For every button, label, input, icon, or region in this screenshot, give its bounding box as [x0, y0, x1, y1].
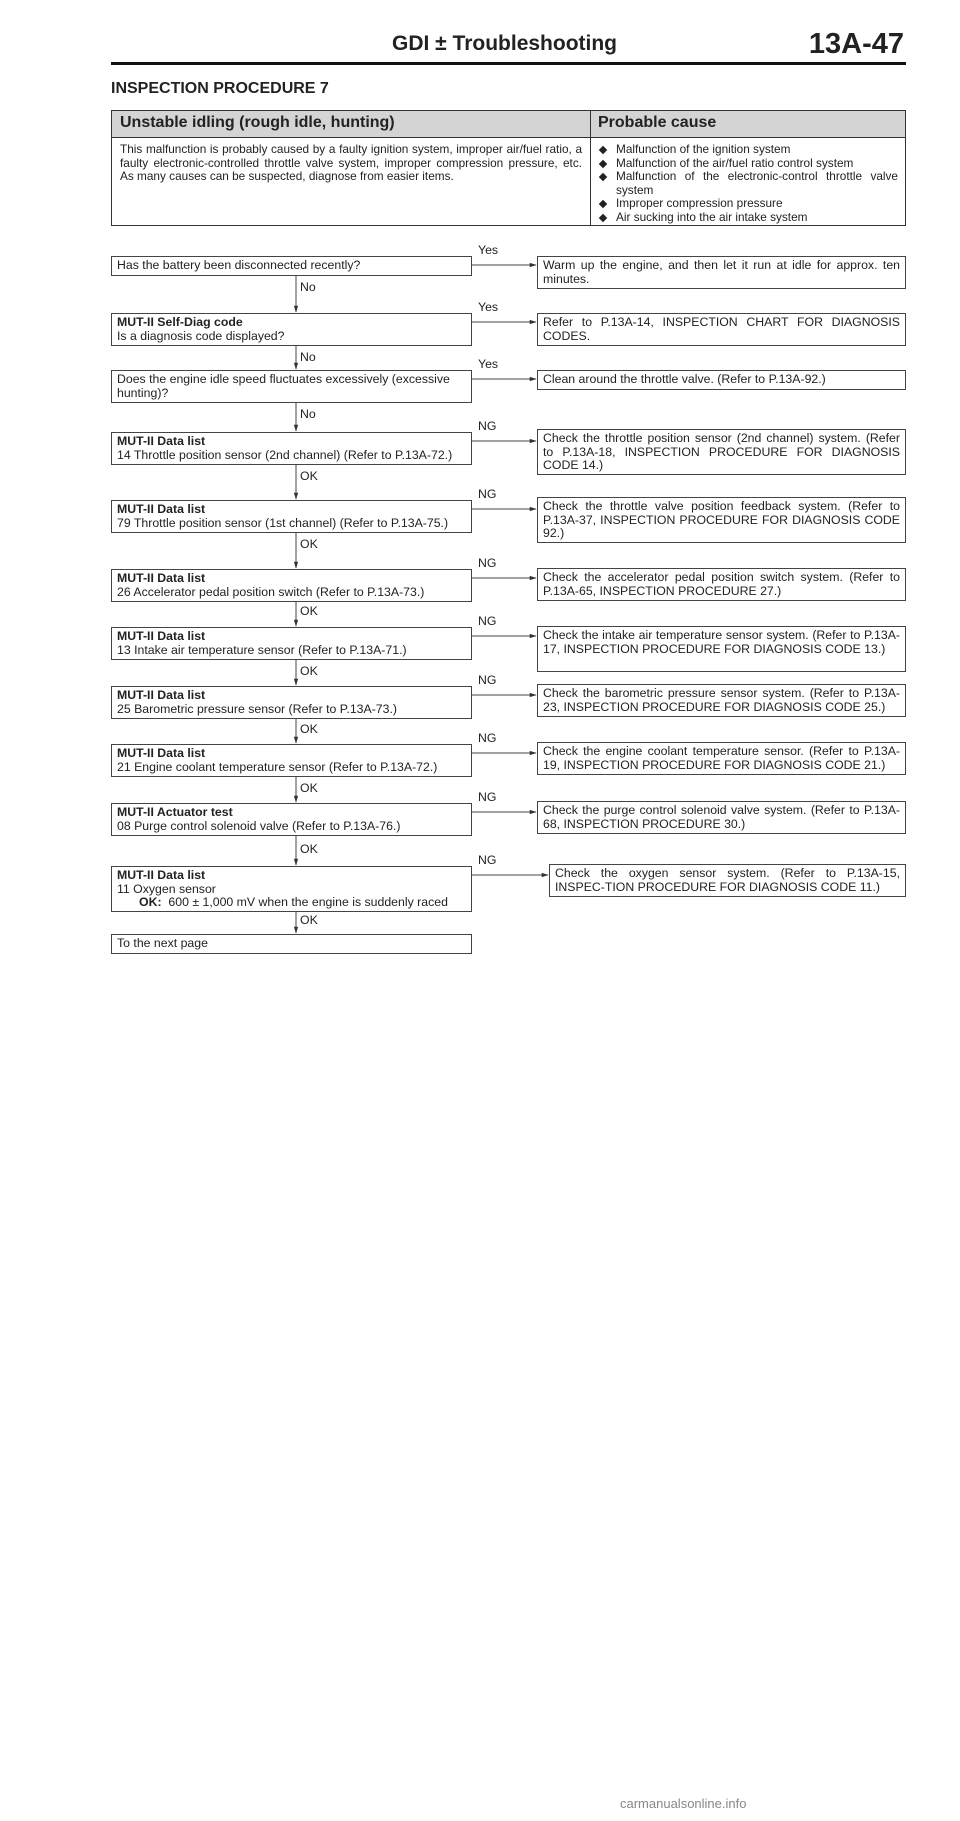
- step-accel-pedal: MUT-II Data list 26 Accelerator pedal position switch (Refer to P.13A-73.): [111, 569, 472, 602]
- probable-cause-heading: Probable cause: [598, 114, 717, 131]
- down-label-ok: OK: [300, 722, 318, 736]
- step-tps-1st: MUT-II Data list 79 Throttle position sensor (1st channel) (Refer to P.13A-75.): [111, 500, 472, 533]
- step-barometric: MUT-II Data list 25 Barometric pressure sensor (Refer to P.13A-73.): [111, 686, 472, 719]
- cause-item: Malfunction of the electronic-control throttle valve system: [598, 170, 898, 197]
- cause-item: Malfunction of the ignition system: [598, 143, 898, 157]
- step-coolant-temp: MUT-II Data list 21 Engine coolant temperature sensor (Refer to P.13A-72.): [111, 744, 472, 777]
- down-label-ok: OK: [300, 781, 318, 795]
- page-number: 13A-47: [808, 28, 904, 60]
- step-battery-question: Has the battery been disconnected recently?: [111, 256, 472, 276]
- down-label-ok: OK: [300, 604, 318, 618]
- down-label-no: No: [300, 407, 316, 421]
- down-label-ok: OK: [300, 537, 318, 551]
- down-label-no: No: [300, 280, 316, 294]
- step-intake-air-temp: MUT-II Data list 13 Intake air temperature sensor (Refer to P.13A-71.): [111, 627, 472, 660]
- cause-item: Malfunction of the air/fuel ratio control system: [598, 157, 898, 171]
- down-label-ok: OK: [300, 913, 318, 927]
- branch-label-yes: Yes: [478, 243, 499, 257]
- cause-item: Improper compression pressure: [598, 197, 898, 211]
- step-self-diag: MUT-II Self-Diag code Is a diagnosis code displayed?: [111, 313, 472, 346]
- action-check-feedback: Check the throttle valve position feedback system. (Refer to P.13A-37, INSPECTION PROCEDURE FOR DIAGNOSIS CODE 92.): [537, 497, 906, 543]
- branch-label-ng: NG: [478, 790, 497, 804]
- action-check-tps-2nd: Check the throttle position sensor (2nd channel) system. (Refer to P.13A-18, INSPECTION PROCEDURE FOR DIAGNOSIS CODE 14.): [537, 429, 906, 475]
- branch-label-ng: NG: [478, 419, 497, 433]
- action-check-intake-temp: Check the intake air temperature sensor system. (Refer to P.13A-17, INSPECTION PROCEDURE FOR DIAGNOSIS CODE 13.): [537, 626, 906, 672]
- cause-item: Air sucking into the air intake system: [598, 211, 898, 225]
- branch-label-ng: NG: [478, 556, 497, 570]
- branch-label-ng: NG: [478, 853, 497, 867]
- action-diag-chart: Refer to P.13A-14, INSPECTION CHART FOR DIAGNOSIS CODES.: [537, 313, 906, 346]
- step-next-page: To the next page: [111, 934, 472, 954]
- procedure-title: INSPECTION PROCEDURE 7: [111, 80, 329, 97]
- down-label-ok: OK: [300, 842, 318, 856]
- branch-label-ng: NG: [478, 487, 497, 501]
- watermark: carmanualsonline.info: [620, 1796, 747, 1811]
- section-title: GDI ± Troubleshooting: [392, 32, 618, 55]
- symptom-description: This malfunction is probably caused by a faulty ignition system, improper air/fuel ratio, a faulty electronic-controlled throttle valve system, improper compression pressure, etc. As many causes can be suspected, diagnose from easier items.: [120, 142, 582, 183]
- branch-label-ng: NG: [478, 673, 497, 687]
- action-check-purge: Check the purge control solenoid valve system. (Refer to P.13A-68, INSPECTION PROCEDURE 30.): [537, 801, 906, 834]
- down-label-ok: OK: [300, 469, 318, 483]
- branch-label-ng: NG: [478, 614, 497, 628]
- action-check-oxygen: Check the oxygen sensor system. (Refer to P.13A-15, INSPEC-TION PROCEDURE FOR DIAGNOSIS CODE 11.): [549, 864, 906, 897]
- action-warm-up: Warm up the engine, and then let it run at idle for approx. ten minutes.: [537, 256, 906, 289]
- symptom-heading: Unstable idling (rough idle, hunting): [120, 114, 395, 131]
- step-oxygen-sensor: MUT-II Data list 11 Oxygen sensor OK: 600 ± 1,000 mV when the engine is suddenly raced: [111, 866, 472, 912]
- step-purge-actuator: MUT-II Actuator test 08 Purge control solenoid valve (Refer to P.13A-76.): [111, 803, 472, 836]
- action-check-accel: Check the accelerator pedal position switch system. (Refer to P.13A-65, INSPECTION PROCEDURE 27.): [537, 568, 906, 601]
- action-check-barometric: Check the barometric pressure sensor system. (Refer to P.13A-23, INSPECTION PROCEDURE FOR DIAGNOSIS CODE 25.): [537, 684, 906, 717]
- down-label-ok: OK: [300, 664, 318, 678]
- down-label-no: No: [300, 350, 316, 364]
- branch-label-ng: NG: [478, 731, 497, 745]
- branch-label-yes: Yes: [478, 357, 499, 371]
- step-idle-hunting: Does the engine idle speed fluctuates excessively (excessive hunting)?: [111, 370, 472, 403]
- action-check-coolant: Check the engine coolant temperature sensor. (Refer to P.13A-19, INSPECTION PROCEDURE FOR DIAGNOSIS CODE 21.): [537, 742, 906, 775]
- step-tps-2nd: MUT-II Data list 14 Throttle position sensor (2nd channel) (Refer to P.13A-72.): [111, 432, 472, 465]
- action-clean-throttle: Clean around the throttle valve. (Refer to P.13A-92.): [537, 370, 906, 390]
- branch-label-yes: Yes: [478, 300, 499, 314]
